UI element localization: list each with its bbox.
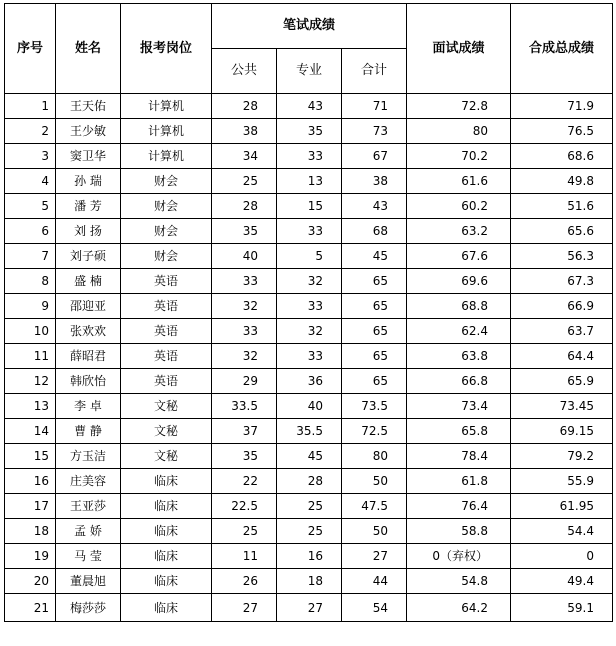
table-row: [5, 219, 613, 244]
row-total-score: 51.6: [511, 194, 613, 219]
row-name: 刘子硕: [56, 244, 121, 269]
row-name: 马 莹: [56, 544, 121, 569]
row-name: 刘 扬: [56, 219, 121, 244]
row-public-score: 37: [212, 419, 277, 444]
row-seq: 2: [5, 119, 56, 144]
row-written-sum: 80: [342, 444, 407, 469]
table-row: [5, 269, 613, 294]
row-written-sum: 50: [342, 469, 407, 494]
row-total-score: 55.9: [511, 469, 613, 494]
row-major-score: 32: [277, 269, 342, 294]
table-row: [5, 169, 613, 194]
row-public-score: 22.5: [212, 494, 277, 519]
row-seq: 21: [5, 594, 56, 622]
table-row: [5, 119, 613, 144]
row-post: 计算机: [121, 144, 212, 169]
row-total-score: 69.15: [511, 419, 613, 444]
row-major-score: 25: [277, 494, 342, 519]
row-interview-score: 72.8: [407, 94, 511, 119]
row-written-sum: 73: [342, 119, 407, 144]
row-total-score: 65.9: [511, 369, 613, 394]
row-seq: 10: [5, 319, 56, 344]
row-written-sum: 38: [342, 169, 407, 194]
row-seq: 15: [5, 444, 56, 469]
row-written-sum: 50: [342, 519, 407, 544]
score-table: [4, 3, 613, 622]
row-interview-score: 63.2: [407, 219, 511, 244]
header-interview: 面试成绩: [407, 4, 511, 94]
row-interview-score: 58.8: [407, 519, 511, 544]
row-seq: 18: [5, 519, 56, 544]
row-major-score: 33: [277, 294, 342, 319]
row-interview-score: 60.2: [407, 194, 511, 219]
row-written-sum: 47.5: [342, 494, 407, 519]
row-public-score: 35: [212, 219, 277, 244]
row-written-sum: 65: [342, 344, 407, 369]
row-post: 计算机: [121, 94, 212, 119]
header-seq: 序号: [5, 4, 56, 94]
row-major-score: 33: [277, 144, 342, 169]
row-seq: 8: [5, 269, 56, 294]
table-row: [5, 519, 613, 544]
row-interview-score: 67.6: [407, 244, 511, 269]
row-seq: 13: [5, 394, 56, 419]
row-name: 曹 静: [56, 419, 121, 444]
row-post: 临床: [121, 569, 212, 594]
row-public-score: 35: [212, 444, 277, 469]
row-written-sum: 65: [342, 319, 407, 344]
row-seq: 9: [5, 294, 56, 319]
row-name: 李 卓: [56, 394, 121, 419]
row-total-score: 71.9: [511, 94, 613, 119]
row-major-score: 25: [277, 519, 342, 544]
row-post: 文秘: [121, 419, 212, 444]
row-total-score: 54.4: [511, 519, 613, 544]
row-major-score: 15: [277, 194, 342, 219]
row-major-score: 27: [277, 594, 342, 622]
row-post: 临床: [121, 594, 212, 622]
row-public-score: 40: [212, 244, 277, 269]
row-public-score: 38: [212, 119, 277, 144]
row-total-score: 49.8: [511, 169, 613, 194]
row-major-score: 35.5: [277, 419, 342, 444]
row-total-score: 56.3: [511, 244, 613, 269]
row-total-score: 59.1: [511, 594, 613, 622]
row-interview-score: 73.4: [407, 394, 511, 419]
row-written-sum: 65: [342, 294, 407, 319]
row-interview-score: 80: [407, 119, 511, 144]
row-interview-score: 61.6: [407, 169, 511, 194]
header-sum: 合计: [342, 49, 407, 94]
table-row: [5, 469, 613, 494]
row-public-score: 25: [212, 169, 277, 194]
row-interview-score: 63.8: [407, 344, 511, 369]
row-seq: 4: [5, 169, 56, 194]
row-seq: 11: [5, 344, 56, 369]
table-row: [5, 144, 613, 169]
row-public-score: 33: [212, 269, 277, 294]
row-post: 临床: [121, 494, 212, 519]
row-public-score: 11: [212, 544, 277, 569]
row-seq: 14: [5, 419, 56, 444]
table-row: [5, 494, 613, 519]
table-row: [5, 394, 613, 419]
table-row: [5, 319, 613, 344]
row-total-score: 61.95: [511, 494, 613, 519]
row-seq: 17: [5, 494, 56, 519]
header-total: 合成总成绩: [511, 4, 613, 94]
row-total-score: 63.7: [511, 319, 613, 344]
row-major-score: 35: [277, 119, 342, 144]
row-written-sum: 65: [342, 369, 407, 394]
row-major-score: 32: [277, 319, 342, 344]
row-seq: 19: [5, 544, 56, 569]
row-written-sum: 65: [342, 269, 407, 294]
row-total-score: 66.9: [511, 294, 613, 319]
row-major-score: 45: [277, 444, 342, 469]
table-row: [5, 94, 613, 119]
row-post: 财会: [121, 244, 212, 269]
row-major-score: 33: [277, 219, 342, 244]
row-name: 窦卫华: [56, 144, 121, 169]
row-written-sum: 72.5: [342, 419, 407, 444]
row-post: 临床: [121, 544, 212, 569]
row-total-score: 49.4: [511, 569, 613, 594]
table-row: [5, 344, 613, 369]
row-interview-score: 61.8: [407, 469, 511, 494]
row-post: 财会: [121, 219, 212, 244]
row-post: 英语: [121, 269, 212, 294]
row-public-score: 32: [212, 294, 277, 319]
row-name: 孟 娇: [56, 519, 121, 544]
row-post: 财会: [121, 169, 212, 194]
row-public-score: 27: [212, 594, 277, 622]
row-total-score: 65.6: [511, 219, 613, 244]
row-interview-score: 66.8: [407, 369, 511, 394]
table-row: [5, 419, 613, 444]
row-public-score: 34: [212, 144, 277, 169]
header-name: 姓名: [56, 4, 121, 94]
row-written-sum: 45: [342, 244, 407, 269]
row-name: 孙 瑞: [56, 169, 121, 194]
row-name: 邵迎亚: [56, 294, 121, 319]
row-post: 英语: [121, 294, 212, 319]
table-row: [5, 544, 613, 569]
row-written-sum: 71: [342, 94, 407, 119]
row-total-score: 73.45: [511, 394, 613, 419]
row-public-score: 26: [212, 569, 277, 594]
row-interview-score: 54.8: [407, 569, 511, 594]
row-seq: 6: [5, 219, 56, 244]
row-major-score: 43: [277, 94, 342, 119]
row-interview-score: 78.4: [407, 444, 511, 469]
table-row: [5, 369, 613, 394]
row-post: 英语: [121, 344, 212, 369]
row-interview-score: 62.4: [407, 319, 511, 344]
row-major-score: 13: [277, 169, 342, 194]
table-row: [5, 444, 613, 469]
row-post: 文秘: [121, 444, 212, 469]
row-name: 潘 芳: [56, 194, 121, 219]
row-total-score: 79.2: [511, 444, 613, 469]
row-major-score: 18: [277, 569, 342, 594]
row-major-score: 5: [277, 244, 342, 269]
row-interview-score: 0（弃权）: [407, 544, 511, 569]
row-name: 梅莎莎: [56, 594, 121, 622]
row-seq: 12: [5, 369, 56, 394]
row-post: 文秘: [121, 394, 212, 419]
row-public-score: 25: [212, 519, 277, 544]
table-row: [5, 569, 613, 594]
row-written-sum: 68: [342, 219, 407, 244]
row-seq: 16: [5, 469, 56, 494]
table-row: [5, 244, 613, 269]
row-total-score: 64.4: [511, 344, 613, 369]
table-row: [5, 294, 613, 319]
row-public-score: 29: [212, 369, 277, 394]
row-interview-score: 68.8: [407, 294, 511, 319]
row-name: 张欢欢: [56, 319, 121, 344]
row-written-sum: 27: [342, 544, 407, 569]
header-post: 报考岗位: [121, 4, 212, 94]
row-written-sum: 73.5: [342, 394, 407, 419]
header-public: 公共: [212, 49, 277, 94]
row-total-score: 0: [511, 544, 613, 569]
row-seq: 20: [5, 569, 56, 594]
row-name: 韩欣怡: [56, 369, 121, 394]
row-name: 董晨旭: [56, 569, 121, 594]
row-seq: 1: [5, 94, 56, 119]
row-seq: 7: [5, 244, 56, 269]
row-name: 薛昭君: [56, 344, 121, 369]
row-written-sum: 44: [342, 569, 407, 594]
row-written-sum: 54: [342, 594, 407, 622]
row-public-score: 33: [212, 319, 277, 344]
row-total-score: 76.5: [511, 119, 613, 144]
row-interview-score: 65.8: [407, 419, 511, 444]
row-major-score: 16: [277, 544, 342, 569]
row-public-score: 33.5: [212, 394, 277, 419]
row-name: 方玉洁: [56, 444, 121, 469]
row-interview-score: 69.6: [407, 269, 511, 294]
table-row: [5, 194, 613, 219]
row-total-score: 67.3: [511, 269, 613, 294]
row-public-score: 22: [212, 469, 277, 494]
row-major-score: 40: [277, 394, 342, 419]
row-post: 临床: [121, 519, 212, 544]
row-public-score: 32: [212, 344, 277, 369]
header-written: 笔试成绩: [212, 4, 407, 49]
table-row: [5, 594, 613, 622]
row-name: 王少敏: [56, 119, 121, 144]
row-seq: 5: [5, 194, 56, 219]
row-name: 王亚莎: [56, 494, 121, 519]
row-written-sum: 67: [342, 144, 407, 169]
row-name: 王天佑: [56, 94, 121, 119]
row-post: 财会: [121, 194, 212, 219]
row-interview-score: 76.4: [407, 494, 511, 519]
row-written-sum: 43: [342, 194, 407, 219]
row-major-score: 33: [277, 344, 342, 369]
row-name: 庄美容: [56, 469, 121, 494]
row-post: 英语: [121, 369, 212, 394]
row-public-score: 28: [212, 194, 277, 219]
row-interview-score: 70.2: [407, 144, 511, 169]
row-name: 盛 楠: [56, 269, 121, 294]
header-major: 专业: [277, 49, 342, 94]
row-interview-score: 64.2: [407, 594, 511, 622]
row-post: 英语: [121, 319, 212, 344]
row-public-score: 28: [212, 94, 277, 119]
row-post: 临床: [121, 469, 212, 494]
row-major-score: 28: [277, 469, 342, 494]
row-post: 计算机: [121, 119, 212, 144]
row-seq: 3: [5, 144, 56, 169]
row-major-score: 36: [277, 369, 342, 394]
row-total-score: 68.6: [511, 144, 613, 169]
